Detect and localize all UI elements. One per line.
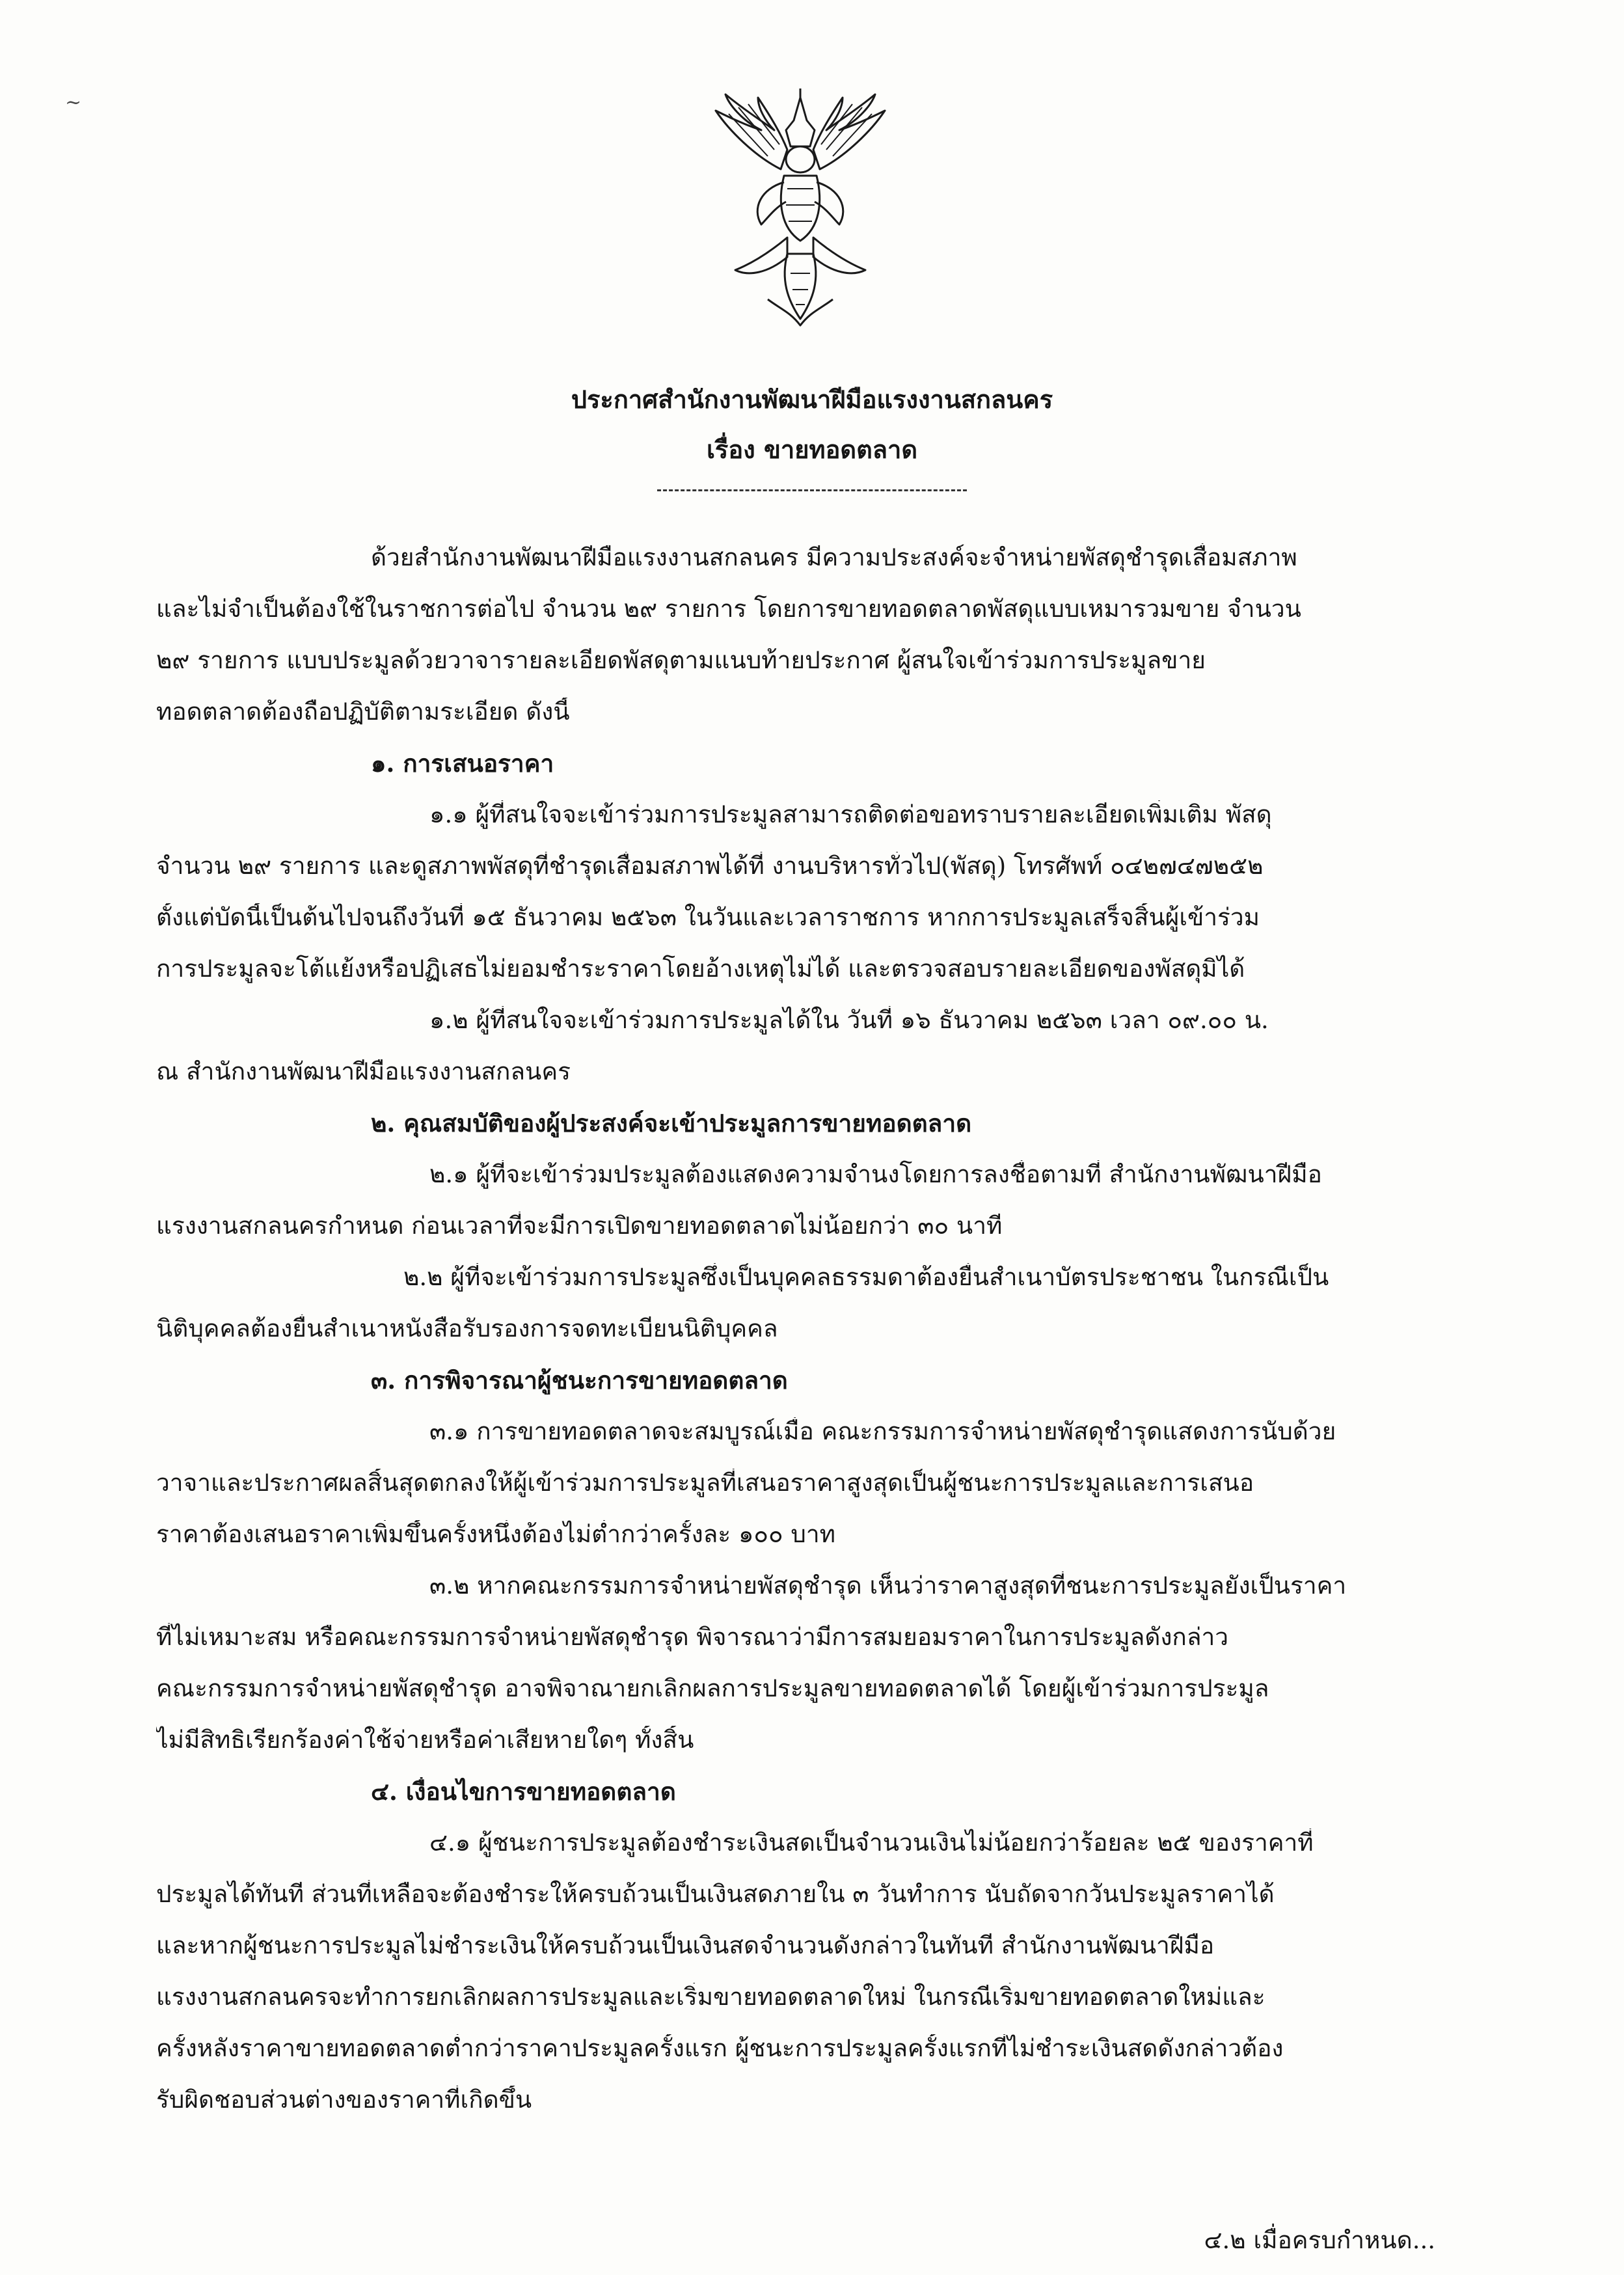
item-4-1-line-1: ๔.๑ ผู้ชนะการประมูลต้องชำระเงินสดเป็นจำนวนเงินไม่น้อยกว่าร้อยละ ๒๕ ของราคาที่ [429, 1829, 1314, 1857]
item-2-1-line-2: แรงงานสกลนครกำหนด ก่อนเวลาที่จะมีการเปิดขายทอดตลาดไม่น้อยกว่า ๓๐ นาที [156, 1212, 1003, 1240]
continuation-note: ๔.๒ เมื่อครบกำหนด... [1204, 2226, 1435, 2254]
item-2-2-line-2: นิติบุคคลต้องยื่นสำเนาหนังสือรับรองการจดทะเบียนนิติบุคคล [156, 1315, 778, 1342]
section-4-heading: ๔. เงื่อนไขการขายทอดตลาด [371, 1777, 676, 1806]
intro-line-1: ด้วยสำนักงานพัฒนาฝีมือแรงงานสกลนคร มีความประสงค์จะจำหน่ายพัสดุชำรุดเสื่อมสภาพ [371, 543, 1297, 571]
item-3-2-line-4: ไม่มีสิทธิเรียกร้องค่าใช้จ่ายหรือค่าเสียหายใดๆ ทั้งสิ้น [156, 1726, 694, 1754]
item-3-2-line-2: ที่ไม่เหมาะสม หรือคณะกรรมการจำหน่ายพัสดุชำรุด พิจารณาว่ามีการสมยอมราคาในการประมูลดังกล่าว [156, 1623, 1229, 1651]
announcement-subject: เรื่อง ขายทอดตลาด [706, 435, 918, 464]
item-1-1-line-1: ๑.๑ ผู้ที่สนใจจะเข้าร่วมการประมูลสามารถติดต่อขอทราบรายละเอียดเพิ่มเติม พัสดุ [429, 800, 1272, 828]
item-2-2-line-1: ๒.๒ ผู้ที่จะเข้าร่วมการประมูลซึ่งเป็นบุคคลธรรมดาต้องยื่นสำเนาบัตรประชาชน ในกรณีเป็น [403, 1263, 1329, 1291]
intro-line-3: ๒๙ รายการ แบบประมูลด้วยวาจารายละเอียดพัสดุตามแนบท้ายประกาศ ผู้สนใจเข้าร่วมการประมูลขาย [156, 646, 1206, 674]
section-3-heading: ๓. การพิจารณาผู้ชนะการขายทอดตลาด [371, 1366, 788, 1395]
item-3-1-line-2: วาจาและประกาศผลสิ้นสุดตกลงให้ผู้เข้าร่วมการประมูลที่เสนอราคาสูงสุดเป็นผู้ชนะการประมูลและการเสนอ [156, 1469, 1254, 1497]
item-3-2-line-3: คณะกรรมการจำหน่ายพัสดุชำรุด อาจพิจาณายกเลิกผลการประมูลขายทอดตลาดได้ โดยผู้เข้าร่วมการประมูล [156, 1674, 1269, 1702]
item-4-1-line-5: ครั้งหลังราคาขายทอดตลาดต่ำกว่าราคาประมูลครั้งแรก ผู้ชนะการประมูลครั้งแรกที่ไม่ชำระเงินสดดังกล่าวต้อง [156, 2034, 1284, 2062]
scan-artifact: ~ [65, 91, 82, 114]
item-4-1-line-4: แรงงานสกลนครจะทำการยกเลิกผลการประมูลและเริ่มขายทอดตลาดใหม่ ในกรณีเริ่มขายทอดตลาดใหม่และ [156, 1983, 1265, 2011]
item-1-1-line-2: จำนวน ๒๙ รายการ และดูสภาพพัสดุที่ชำรุดเสื่อมสภาพได้ที่ งานบริหารทั่วไป(พัสดุ) โทรศัพท์ ๐๔๒๗๔๗๒๕๒ [156, 852, 1264, 880]
announcement-title: ประกาศสำนักงานพัฒนาฝีมือแรงงานสกลนคร [571, 385, 1053, 414]
item-3-2-line-1: ๓.๒ หากคณะกรรมการจำหน่ายพัสดุชำรุด เห็นว่าราคาสูงสุดที่ชนะการประมูลยังเป็นราคา [429, 1572, 1347, 1600]
item-3-1-line-1: ๓.๑ การขายทอดตลาดจะสมบูรณ์เมื่อ คณะกรรมการจำหน่ายพัสดุชำรุดแสดงการนับด้วย [429, 1417, 1336, 1445]
title-divider [657, 489, 967, 491]
garuda-emblem-icon [690, 85, 911, 332]
item-2-1-line-1: ๒.๑ ผู้ที่จะเข้าร่วมประมูลต้องแสดงความจำนงโดยการลงชื่อตามที่ สำนักงานพัฒนาฝีมือ [429, 1160, 1322, 1188]
item-1-2-line-2: ณ สำนักงานพัฒนาฝีมือแรงงานสกลนคร [156, 1057, 571, 1085]
intro-line-4: ทอดตลาดต้องถือปฏิบัติตามระเอียด ดังนี้ [156, 698, 570, 726]
item-4-1-line-2: ประมูลได้ทันที ส่วนที่เหลือจะต้องชำระให้ครบถ้วนเป็นเงินสดภายใน ๓ วันทำการ นับถัดจากวันประมูลราคาได้ [156, 1880, 1275, 1908]
item-4-1-line-3: และหากผู้ชนะการประมูลไม่ชำระเงินให้ครบถ้วนเป็นเงินสดจำนวนดังกล่าวในทันที สำนักงานพัฒนาฝีมือ [156, 1931, 1215, 1959]
item-1-2-line-1: ๑.๒ ผู้ที่สนใจจะเข้าร่วมการประมูลได้ใน วันที่ ๑๖ ธันวาคม ๒๕๖๓ เวลา ๐๙.๐๐ น. [429, 1006, 1269, 1034]
section-2-heading: ๒. คุณสมบัติของผู้ประสงค์จะเข้าประมูลการขายทอดตลาด [371, 1109, 972, 1138]
item-3-1-line-3: ราคาต้องเสนอราคาเพิ่มขึ้นครั้งหนึ่งต้องไม่ต่ำกว่าครั้งละ ๑๐๐ บาท [156, 1520, 836, 1548]
section-1-heading: ๑. การเสนอราคา [371, 749, 554, 778]
item-4-1-line-6: รับผิดชอบส่วนต่างของราคาที่เกิดขึ้น [156, 2086, 532, 2114]
intro-line-2: และไม่จำเป็นต้องใช้ในราชการต่อไป จำนวน ๒๙ รายการ โดยการขายทอดตลาดพัสดุแบบเหมารวมขาย จำนวน [156, 595, 1301, 623]
item-1-1-line-3: ตั้งแต่บัดนี้เป็นต้นไปจนถึงวันที่ ๑๕ ธันวาคม ๒๕๖๓ ในวันและเวลาราชการ หากการประมูลเสร็จสิ้นผู้เข้าร่วม [156, 903, 1260, 931]
item-1-1-line-4: การประมูลจะโต้แย้งหรือปฏิเสธไม่ยอมชำระราคาโดยอ้างเหตุไม่ได้ และตรวจสอบรายละเอียดของพัสดุมิได้ [156, 955, 1245, 983]
